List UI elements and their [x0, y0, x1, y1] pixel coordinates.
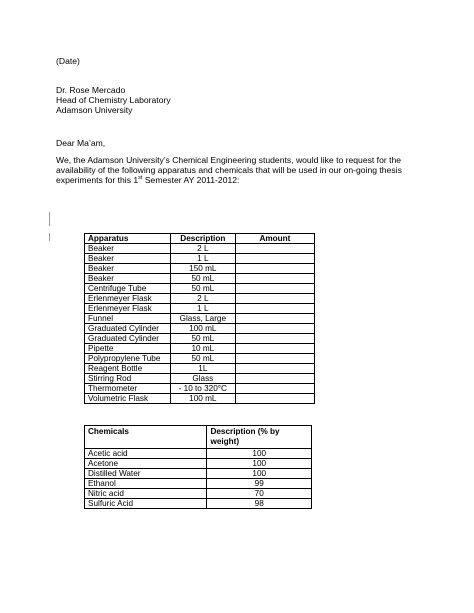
apparatus-name-cell: Erlenmeyer Flask [85, 294, 171, 304]
letter-body [56, 155, 406, 185]
table-row [85, 354, 315, 364]
description-cell: 10 mL [170, 344, 235, 354]
chemical-name-cell: Ethanol [85, 479, 207, 489]
column-header-chemicals: Chemicals [85, 426, 207, 449]
table-row [85, 274, 315, 284]
table-row [85, 374, 315, 384]
description-cell: Glass, Large [170, 314, 235, 324]
table-row [85, 489, 312, 499]
margin-marker [49, 212, 50, 226]
amount-cell [235, 334, 314, 344]
apparatus-name-cell: Beaker [85, 244, 171, 254]
amount-cell [235, 264, 314, 274]
description-cell: 70 [207, 489, 312, 499]
apparatus-name-cell: Thermometer [85, 384, 171, 394]
recipient-address [56, 85, 171, 115]
description-cell: 99 [207, 479, 312, 489]
amount-cell [235, 274, 314, 284]
table-header-row [85, 234, 315, 244]
apparatus-name-cell: Graduated Cylinder [85, 324, 171, 334]
description-cell: 1L [170, 364, 235, 374]
table-row [85, 324, 315, 334]
amount-cell [235, 314, 314, 324]
table-row [85, 449, 312, 459]
apparatus-name-cell: Pipette [85, 344, 171, 354]
description-cell: 100 mL [170, 324, 235, 334]
chemicals-table [84, 425, 312, 509]
description-cell: 2 L [170, 244, 235, 254]
column-header-description: Description [170, 234, 235, 244]
table-row [85, 314, 315, 324]
description-cell: 50 mL [170, 334, 235, 344]
apparatus-name-cell: Graduated Cylinder [85, 334, 171, 344]
description-cell: 100 mL [170, 394, 235, 404]
column-header-apparatus: Apparatus [85, 234, 171, 244]
description-cell: 50 mL [170, 284, 235, 294]
recipient-title: Head of Chemistry Laboratory [56, 95, 171, 105]
apparatus-table [84, 233, 315, 404]
ordinal-suffix: st [138, 175, 143, 182]
amount-cell [235, 284, 314, 294]
apparatus-name-cell: Reagent Bottle [85, 364, 171, 374]
apparatus-name-cell: Polypropylene Tube [85, 354, 171, 364]
table-row [85, 294, 315, 304]
body-text-fragment: Semester AY 2011-2012: [142, 175, 240, 185]
chemical-name-cell: Distilled Water [85, 469, 207, 479]
table-row [85, 479, 312, 489]
table-row [85, 469, 312, 479]
column-header-description: Description (% by weight) [207, 426, 312, 449]
apparatus-name-cell: Funnel [85, 314, 171, 324]
apparatus-name-cell: Stirring Rod [85, 374, 171, 384]
chemical-name-cell: Sulfuric Acid [85, 499, 207, 509]
table-row [85, 264, 315, 274]
chemical-name-cell: Acetic acid [85, 449, 207, 459]
description-cell: 98 [207, 499, 312, 509]
body-line: We, the Adamson University’s Chemical Engineering students, would like to request for the [56, 155, 402, 165]
table-row [85, 499, 312, 509]
amount-cell [235, 294, 314, 304]
description-cell: 100 [207, 469, 312, 479]
description-cell: 100 [207, 449, 312, 459]
chemical-name-cell: Nitric acid [85, 489, 207, 499]
description-cell: 150 mL [170, 264, 235, 274]
apparatus-name-cell: Beaker [85, 274, 171, 284]
description-cell: 50 mL [170, 354, 235, 364]
table-row [85, 334, 315, 344]
amount-cell [235, 374, 314, 384]
table-header-row [85, 426, 312, 449]
amount-cell [235, 304, 314, 314]
column-header-amount: Amount [235, 234, 314, 244]
table-row [85, 284, 315, 294]
body-line: availability of the following apparatus and chemicals that will be used in our on-going thesis [56, 165, 402, 175]
chemical-name-cell: Acetone [85, 459, 207, 469]
apparatus-name-cell: Volumetric Flask [85, 394, 171, 404]
amount-cell [235, 354, 314, 364]
description-cell: 2 L [170, 294, 235, 304]
amount-cell [235, 364, 314, 374]
recipient-name: Dr. Rose Mercado [56, 85, 126, 95]
table-row [85, 459, 312, 469]
amount-cell [235, 394, 314, 404]
amount-cell [235, 254, 314, 264]
table-row [85, 304, 315, 314]
description-cell: 50 mL [170, 274, 235, 284]
description-cell: 1 L [170, 304, 235, 314]
table-row [85, 384, 315, 394]
table-row [85, 344, 315, 354]
table-row [85, 364, 315, 374]
table-row [85, 254, 315, 264]
apparatus-name-cell: Erlenmeyer Flask [85, 304, 171, 314]
amount-cell [235, 244, 314, 254]
letter-greeting: Dear Ma’am, [56, 138, 106, 148]
apparatus-name-cell: Beaker [85, 264, 171, 274]
amount-cell [235, 384, 314, 394]
margin-marker [49, 233, 50, 241]
table-row [85, 394, 315, 404]
letter-date: (Date) [56, 56, 80, 66]
table-row [85, 244, 315, 254]
amount-cell [235, 344, 314, 354]
description-cell: 1 L [170, 254, 235, 264]
apparatus-name-cell: Beaker [85, 254, 171, 264]
body-line [56, 175, 406, 185]
recipient-institution: Adamson University [56, 105, 133, 115]
description-cell: 100 [207, 459, 312, 469]
body-text-fragment: experiments for this 1 [56, 175, 139, 185]
description-cell: Glass [170, 374, 235, 384]
apparatus-name-cell: Centrifuge Tube [85, 284, 171, 294]
description-cell: - 10 to 320°C [170, 384, 235, 394]
amount-cell [235, 324, 314, 334]
